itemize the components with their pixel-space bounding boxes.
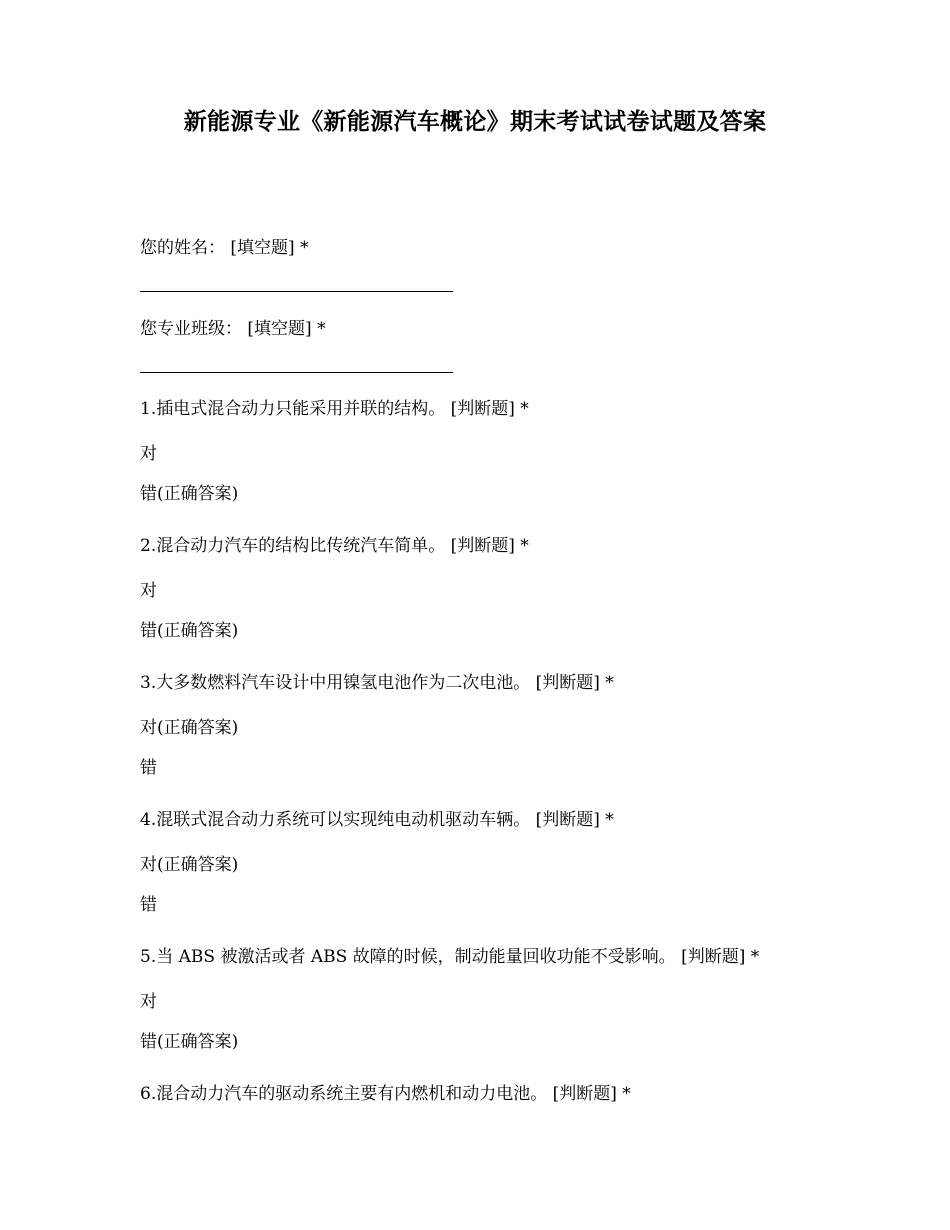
class-field-prompt bbox=[140, 317, 326, 341]
question-1-option-1[interactable]: 对 bbox=[140, 444, 157, 464]
question-2-option-2[interactable]: 错(正确答案) bbox=[140, 621, 239, 641]
name-field-label: 您的姓名： bbox=[140, 238, 225, 258]
class-field-type-tag: [填空题] * bbox=[247, 319, 326, 339]
question-1-text: 1.插电式混合动力只能采用并联的结构。 bbox=[140, 399, 446, 419]
question-6-type-tag: [判断题] * bbox=[552, 1084, 631, 1104]
class-answer-line[interactable] bbox=[140, 372, 453, 373]
question-4-text: 4.混联式混合动力系统可以实现纯电动机驱动车辆。 bbox=[140, 810, 531, 830]
question-1 bbox=[140, 397, 529, 421]
question-4-type-tag: [判断题] * bbox=[535, 810, 614, 830]
question-2-type-tag: [判断题] * bbox=[450, 536, 529, 556]
question-2 bbox=[140, 534, 529, 558]
question-6-text: 6.混合动力汽车的驱动系统主要有内燃机和动力电池。 bbox=[140, 1084, 548, 1104]
question-5-option-1[interactable]: 对 bbox=[140, 992, 157, 1012]
question-3 bbox=[140, 671, 614, 695]
document-title: 新能源专业《新能源汽车概论》期末考试试卷试题及答案 bbox=[183, 108, 767, 135]
name-answer-line[interactable] bbox=[140, 291, 453, 292]
question-1-type-tag: [判断题] * bbox=[450, 399, 529, 419]
question-6 bbox=[140, 1082, 631, 1106]
question-5-text: 5.当 ABS 被激活或者 ABS 故障的时候，制动能量回收功能不受影响。 bbox=[140, 947, 676, 967]
name-field-type-tag: [填空题] * bbox=[230, 238, 309, 258]
class-field-label: 您专业班级： bbox=[140, 319, 242, 339]
question-2-text: 2.混合动力汽车的结构比传统汽车简单。 bbox=[140, 536, 446, 556]
question-2-option-1[interactable]: 对 bbox=[140, 581, 157, 601]
question-5 bbox=[140, 945, 759, 969]
question-1-option-2[interactable]: 错(正确答案) bbox=[140, 484, 239, 504]
question-4 bbox=[140, 808, 614, 832]
name-field-prompt bbox=[140, 236, 309, 260]
question-5-type-tag: [判断题] * bbox=[675, 947, 760, 967]
question-3-type-tag: [判断题] * bbox=[535, 673, 614, 693]
question-5-option-2[interactable]: 错(正确答案) bbox=[140, 1032, 239, 1052]
question-4-option-1[interactable]: 对(正确答案) bbox=[140, 855, 239, 875]
question-3-text: 3.大多数燃料汽车设计中用镍氢电池作为二次电池。 bbox=[140, 673, 531, 693]
question-3-option-1[interactable]: 对(正确答案) bbox=[140, 718, 239, 738]
question-4-option-2[interactable]: 错 bbox=[140, 895, 157, 915]
question-3-option-2[interactable]: 错 bbox=[140, 758, 157, 778]
